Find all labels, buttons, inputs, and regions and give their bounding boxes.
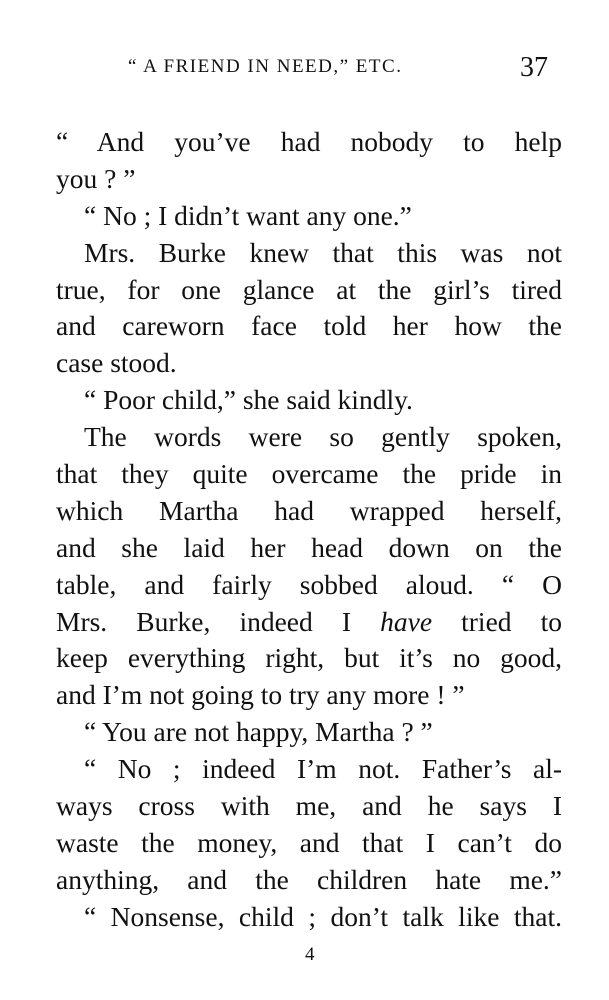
text-line-15: keep everything right, but it’s no good,	[56, 642, 562, 674]
text-line-9: The words were so gently spoken,	[84, 421, 562, 453]
text-line-19: ways cross with me, and he says I	[56, 790, 562, 822]
text-line-13: table, and fairly sobbed aloud. “ O	[56, 568, 562, 600]
page-number: 37	[520, 52, 548, 83]
text-line-16: and I’m not going to try any more ! ”	[56, 679, 465, 711]
text-line-1: “ And you’ve had nobody to help	[56, 126, 562, 157]
text-line-12: and she laid her head down on the	[56, 531, 562, 563]
text-line-14-end: tried to	[461, 605, 563, 637]
running-head-title: “ A FRIEND IN NEED,” ETC.	[128, 56, 403, 77]
text-line-22: “ Nonsense, child ; don’t talk like that.	[84, 900, 562, 932]
text-line-14	[56, 604, 562, 641]
text-line-14-start: Mrs. Burke, indeed I	[56, 605, 352, 637]
signature-mark: 4	[305, 944, 315, 965]
text-line-2: you ? ”	[56, 162, 136, 194]
text-line-20: waste the money, and that I can’t do	[56, 826, 562, 858]
text-line-6: and careworn face told her how the	[56, 310, 562, 342]
text-line-10: that they quite overcame the pride in	[56, 458, 562, 490]
text-line-21: anything, and the children hate me.”	[56, 863, 562, 895]
text-line-17: “ You are not happy, Martha ? ”	[84, 716, 433, 748]
text-line-4: Mrs. Burke knew that this was not	[84, 236, 562, 268]
text-line-7: case stood.	[56, 347, 177, 379]
italic-emphasis: have	[380, 605, 433, 637]
text-line-18: “ No ; indeed I’m not. Father’s al-	[84, 753, 562, 785]
text-line-5: true, for one glance at the girl’s tired	[56, 273, 562, 305]
body-text	[56, 124, 562, 936]
text-line-8: “ Poor child,” she said kindly.	[84, 384, 413, 416]
text-line-3: “ No ; I didn’t want any one.”	[84, 199, 412, 231]
text-line-11: which Martha had wrapped herself,	[56, 494, 562, 526]
